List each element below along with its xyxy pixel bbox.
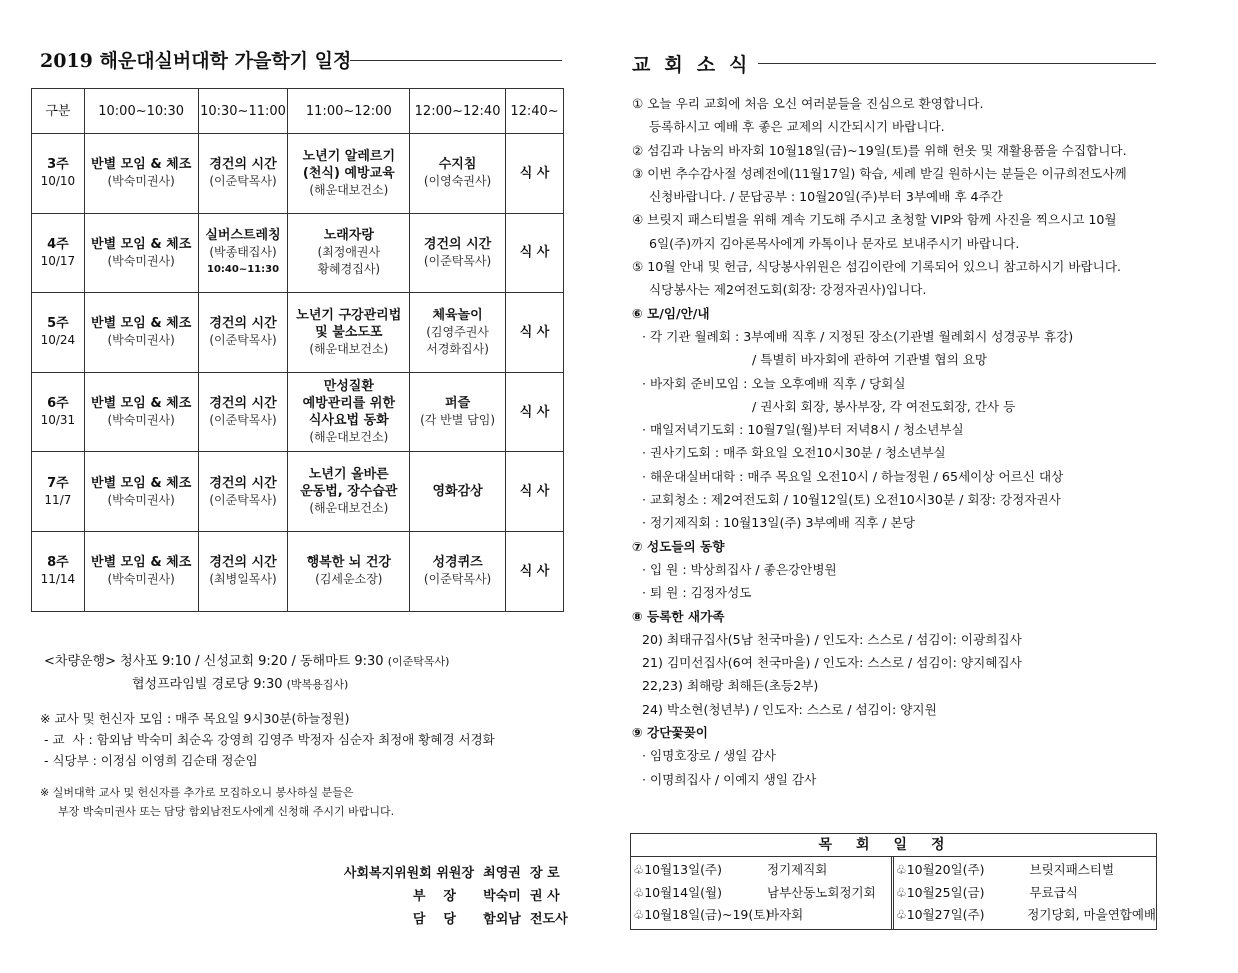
pastoral-event: 정기당회, 마을연합예배 <box>1027 907 1156 922</box>
activity-cell <box>84 134 198 214</box>
activity-leader: (박종태집사) <box>209 245 277 260</box>
header-cell: 11:00~12:00 <box>288 89 410 134</box>
car-driver: (박복용집사) <box>286 678 349 691</box>
header-cell: 10:30~11:00 <box>198 89 288 134</box>
sign-name: 박숙미 <box>483 889 521 904</box>
pastoral-event: 정기제직회 <box>767 862 828 877</box>
activity-name: 반별 모임 & 체조 <box>91 316 192 332</box>
week-cell <box>32 531 85 611</box>
sign-role: 담당 <box>412 912 474 927</box>
staff-teachers: - 교 사 : 함외남 박숙미 최순옥 강영희 김영주 박정자 심순자 최정애 황혜경 서경화 <box>40 732 495 747</box>
activity-leader: (해운대보건소) <box>309 501 389 516</box>
pastoral-row <box>633 904 891 927</box>
activity-leader: (박숙미권사) <box>107 174 175 189</box>
week-label: 3주 <box>47 157 69 173</box>
news-title: 교회소식 <box>632 54 762 76</box>
activity-name: 만성질환 예방관리를 위한 식사요법 동화 <box>302 379 396 429</box>
pastoral-col-right <box>894 857 1157 929</box>
activity-name: 실버스트레칭 <box>205 228 281 244</box>
pastoral-schedule-title: 목회일정 <box>631 834 1156 857</box>
news-line: · 이명희집사 / 이예지 생일 감사 <box>642 771 817 787</box>
sign-row <box>324 908 568 931</box>
week-cell <box>32 134 85 214</box>
activity-cell <box>198 372 288 452</box>
activity-leader: (이준탁목사) <box>423 253 492 268</box>
activity-cell <box>288 452 410 532</box>
pastoral-date: ♧10월20일(주) <box>895 862 985 877</box>
news-line: ④ 브릿지 패스티벌을 위해 계속 기도해 주시고 초청할 VIP와 함께 사진을 찍으시고 10월 <box>632 212 1117 228</box>
sign-row <box>324 885 568 908</box>
activity-name: 반별 모임 & 체조 <box>91 475 192 491</box>
pastoral-row <box>633 859 891 882</box>
header-cell: 12:40~ <box>506 89 564 134</box>
activity-cell <box>410 531 506 611</box>
pastoral-date: ♧10월27일(주) <box>895 907 985 922</box>
car-line: <차량운행> 청사포 9:10 / 신성교회 9:20 / 동해마트 9:30 <box>44 654 384 669</box>
news-line: / 권사회 회장, 봉사부장, 각 여전도회장, 간사 등 <box>752 398 1016 414</box>
news-line: 신청바랍니다. / 문답공부 : 10월20일(주)부터 3부예배 후 4주간 <box>649 189 1003 205</box>
week-label: 8주 <box>47 555 69 571</box>
note-line: 부장 박숙미권사 또는 담당 함외남전도사에게 신청해 주시기 바랍니다. <box>58 805 395 818</box>
pastoral-row <box>896 882 1157 905</box>
note-line: ※ 실버대학 교사 및 헌신자를 추가로 모집하오니 봉사하실 분들은 <box>40 786 354 799</box>
header-cell: 구분 <box>32 89 85 134</box>
week-label: 5주 <box>47 316 69 332</box>
meal-cell: 식 사 <box>506 452 564 532</box>
week-cell <box>32 372 85 452</box>
activity-cell <box>288 372 410 452</box>
pastoral-col-left <box>631 857 894 929</box>
news-line: 등록하시고 예배 후 좋은 교제의 시간되시기 바랍니다. <box>649 119 945 135</box>
pastoral-event: 브릿지패스티벌 <box>1029 862 1115 877</box>
activity-name: 경건의 시간 <box>209 555 277 571</box>
news-line: · 해운대실버대학 : 매주 목요일 오전10시 / 하늘정원 / 65세이상 어르신 대상 <box>642 468 1064 484</box>
schedule-table <box>31 88 564 612</box>
church-news <box>632 92 1192 791</box>
news-line: 21) 김미선집사(6여 천국마을) / 인도자: 스스로 / 섬김이: 양지혜집사 <box>642 655 1022 671</box>
week-date: 11/7 <box>44 492 72 507</box>
meal-cell: 식 사 <box>506 531 564 611</box>
table-header-row <box>32 89 564 134</box>
recruit-note <box>40 783 394 821</box>
activity-name: 경건의 시간 <box>209 396 277 412</box>
activity-cell <box>84 372 198 452</box>
sign-title: 전도사 <box>530 912 568 927</box>
activity-name: 경건의 시간 <box>209 475 277 491</box>
activity-leader: (해운대보건소) <box>309 430 389 445</box>
activity-cell <box>410 293 506 373</box>
week-date: 10/17 <box>40 253 76 268</box>
activity-leader: (이준탁목사) <box>209 492 277 507</box>
news-line: 20) 최태규집사(5남 천국마을) / 인도자: 스스로 / 섬김이: 이광희집사 <box>642 631 1022 647</box>
activity-cell <box>84 531 198 611</box>
news-line: · 교회청소 : 제2여전도회 / 10월12일(토) 오전10시30분 / 회장: 강정자권사 <box>642 492 1061 508</box>
pastoral-event: 바자회 <box>767 907 804 922</box>
pastoral-schedule <box>630 833 1157 930</box>
signature-block <box>324 862 568 931</box>
news-line: 식당봉사는 제2여전도회(회장: 강정자권사)입니다. <box>649 282 927 298</box>
week-label: 7주 <box>47 475 69 491</box>
activity-leader: (박숙미권사) <box>107 413 175 428</box>
pastoral-date: ♧10월14일(월) <box>633 884 722 900</box>
news-line: 24) 박소현(청년부) / 인도자: 스스로 / 섬김이: 양지원 <box>642 701 937 717</box>
sign-role: 사회복지위원회 위원장 <box>343 866 474 881</box>
meal-cell: 식 사 <box>506 134 564 214</box>
activity-leader: (최정애권사 황혜경집사) <box>317 245 381 277</box>
meal-cell: 식 사 <box>506 293 564 373</box>
activity-time: 10:40~11:30 <box>206 264 280 276</box>
activity-name: 노년기 올바른 운동법, 장수습관 <box>300 467 398 500</box>
table-row <box>32 134 564 214</box>
sign-title: 장 로 <box>530 866 560 881</box>
activity-name: 노년기 알레르기 (천식) 예방교육 <box>302 148 396 181</box>
week-date: 10/10 <box>40 174 76 189</box>
activity-leader: (박숙미권사) <box>107 253 175 268</box>
pastoral-row <box>896 904 1157 927</box>
activity-leader: (박숙미권사) <box>107 572 175 587</box>
staff-kitchen: - 식당부 : 이정심 이영희 김순태 정순임 <box>40 753 258 768</box>
activity-leader: (박숙미권사) <box>107 492 175 507</box>
news-line: ② 섬김과 나눔의 바자회 10월18일(금)~19일(토)를 위해 헌옷 및 재활용품을 수집합니다. <box>632 142 1127 158</box>
activity-leader: (이준탁목사) <box>423 572 492 587</box>
activity-leader: (이준탁목사) <box>209 413 277 428</box>
week-cell <box>32 293 85 373</box>
week-label: 6주 <box>47 396 69 412</box>
table-row <box>32 372 564 452</box>
news-line: · 입 원 : 박상희집사 / 좋은강안병원 <box>642 561 837 577</box>
activity-cell <box>84 452 198 532</box>
sign-title: 권 사 <box>530 889 560 904</box>
meal-cell: 식 사 <box>506 213 564 293</box>
activity-cell <box>410 134 506 214</box>
sign-name: 함외남 <box>483 912 521 927</box>
activity-leader: (박숙미권사) <box>107 333 175 348</box>
news-line: · 바자회 준비모임 : 오늘 오후예배 직후 / 당회실 <box>642 375 906 391</box>
week-cell <box>32 213 85 293</box>
activity-name: 노년기 구강관리법 및 불소도포 <box>296 307 402 340</box>
news-section-heading: ⑧ 등록한 새가족 <box>632 608 725 624</box>
activity-name: 경건의 시간 <box>423 236 492 252</box>
activity-leader: (해운대보건소) <box>309 182 389 197</box>
table-row <box>32 213 564 293</box>
activity-cell <box>198 213 288 293</box>
week-date: 10/24 <box>40 333 76 348</box>
pastoral-event: 남부산동노회정기회 <box>767 884 876 900</box>
week-date: 10/31 <box>40 413 76 428</box>
activity-leader: (김세운소장) <box>315 572 383 587</box>
car-schedule <box>44 650 449 696</box>
news-line: 22,23) 최해랑 최해든(초등2부) <box>642 678 819 694</box>
news-line: ⑤ 10월 안내 및 헌금, 식당봉사위원은 섬김이란에 기록되어 있으니 참고하시기 바랍니다. <box>632 259 1121 275</box>
activity-cell <box>198 452 288 532</box>
activity-name: 경건의 시간 <box>209 157 277 173</box>
activity-leader: (각 반별 담임) <box>420 413 496 428</box>
activity-name: 반별 모임 & 체조 <box>91 396 192 412</box>
activity-name: 영화감상 <box>432 484 483 500</box>
activity-cell <box>410 213 506 293</box>
news-line: ③ 이번 추수감사절 성례전에(11월17일) 학습, 세례 받길 원하시는 분들은 이규희전도사께 <box>632 165 1127 181</box>
activity-cell <box>198 293 288 373</box>
activity-leader: (최병일목사) <box>209 572 277 587</box>
staff-info <box>40 708 495 771</box>
activity-cell <box>288 213 410 293</box>
news-line: ① 오늘 우리 교회에 처음 오신 여러분들을 진심으로 환영합니다. <box>632 96 984 111</box>
activity-cell <box>198 134 288 214</box>
table-row <box>32 293 564 373</box>
table-row <box>32 531 564 611</box>
activity-name: 반별 모임 & 체조 <box>91 157 192 173</box>
activity-name: 퍼즐 <box>445 396 471 412</box>
news-line: · 매일저녁기도회 : 10월7일(월)부터 저녁8시 / 청소년부실 <box>642 422 964 438</box>
activity-name: 경건의 시간 <box>209 316 277 332</box>
sign-role: 부장 <box>412 889 474 904</box>
car-line: 협성프라임빌 경로당 9:30 <box>132 677 283 692</box>
activity-name: 체육놀이 <box>432 307 483 323</box>
activity-name: 반별 모임 & 체조 <box>91 236 192 252</box>
sign-row <box>324 862 568 885</box>
table-row <box>32 452 564 532</box>
activity-leader: (이준탁목사) <box>209 174 277 189</box>
activity-name: 행복한 뇌 건강 <box>306 555 391 571</box>
title-rule <box>758 63 1156 64</box>
sign-name: 최영권 <box>483 866 521 881</box>
pastoral-date: ♧10월25일(금) <box>895 884 985 900</box>
meal-cell: 식 사 <box>506 372 564 452</box>
activity-cell <box>198 531 288 611</box>
car-driver: (이준탁목사) <box>387 655 450 668</box>
news-line: · 각 기관 월례회 : 3부예배 직후 / 지정된 장소(기관별 월례회시 성경공부 휴강) <box>642 328 1074 344</box>
activity-cell <box>410 452 506 532</box>
news-section-heading: ⑥ 모/임/안/내 <box>632 305 710 321</box>
activity-leader: (김영주권사 서경화집사) <box>426 324 489 356</box>
news-section-heading: ⑦ 성도들의 동향 <box>632 538 725 554</box>
pastoral-row <box>633 882 891 905</box>
header-cell: 12:00~12:40 <box>410 89 506 134</box>
activity-name: 반별 모임 & 체조 <box>91 555 192 571</box>
activity-name: 노래자랑 <box>323 228 374 244</box>
pastoral-event: 무료급식 <box>1029 884 1078 900</box>
activity-name: 성경퀴즈 <box>432 555 483 571</box>
news-section-heading: ⑨ 강단꽃꽂이 <box>632 725 708 741</box>
week-label: 4주 <box>47 236 69 252</box>
activity-cell <box>84 213 198 293</box>
activity-leader: (이영숙권사) <box>423 174 492 189</box>
activity-cell <box>288 134 410 214</box>
news-line: · 정기제직회 : 10월13일(주) 3부예배 직후 / 본당 <box>642 515 915 531</box>
news-line: 6일(주)까지 김아론목사에게 카톡이나 문자로 보내주시기 바랍니다. <box>649 235 1020 251</box>
activity-cell <box>410 372 506 452</box>
activity-leader: (이준탁목사) <box>209 333 277 348</box>
pastoral-date: ♧10월13일(주) <box>633 862 722 877</box>
activity-leader: (해운대보건소) <box>309 341 389 356</box>
activity-cell <box>84 293 198 373</box>
activity-cell <box>288 293 410 373</box>
pastoral-date: ♧10월18일(금)~19(토) <box>633 907 771 922</box>
pastoral-row <box>896 859 1157 882</box>
header-cell: 10:00~10:30 <box>84 89 198 134</box>
news-line: · 퇴 원 : 김정자성도 <box>642 585 752 601</box>
title-rule <box>350 60 562 61</box>
news-line: · 임명호장로 / 생일 감사 <box>642 748 776 764</box>
activity-name: 수지침 <box>438 157 477 173</box>
news-line: / 특별히 바자회에 관하여 기관별 협의 요망 <box>752 352 988 368</box>
week-cell <box>32 452 85 532</box>
staff-meeting: ※ 교사 및 헌신자 모임 : 매주 목요일 9시30분(하늘정원) <box>40 711 350 726</box>
week-date: 11/14 <box>40 572 76 587</box>
schedule-title: 2019 해운대실버대학 가을학기 일정 <box>40 50 352 72</box>
news-line: · 권사기도회 : 매주 화요일 오전10시30분 / 청소년부실 <box>642 445 946 461</box>
activity-cell <box>288 531 410 611</box>
